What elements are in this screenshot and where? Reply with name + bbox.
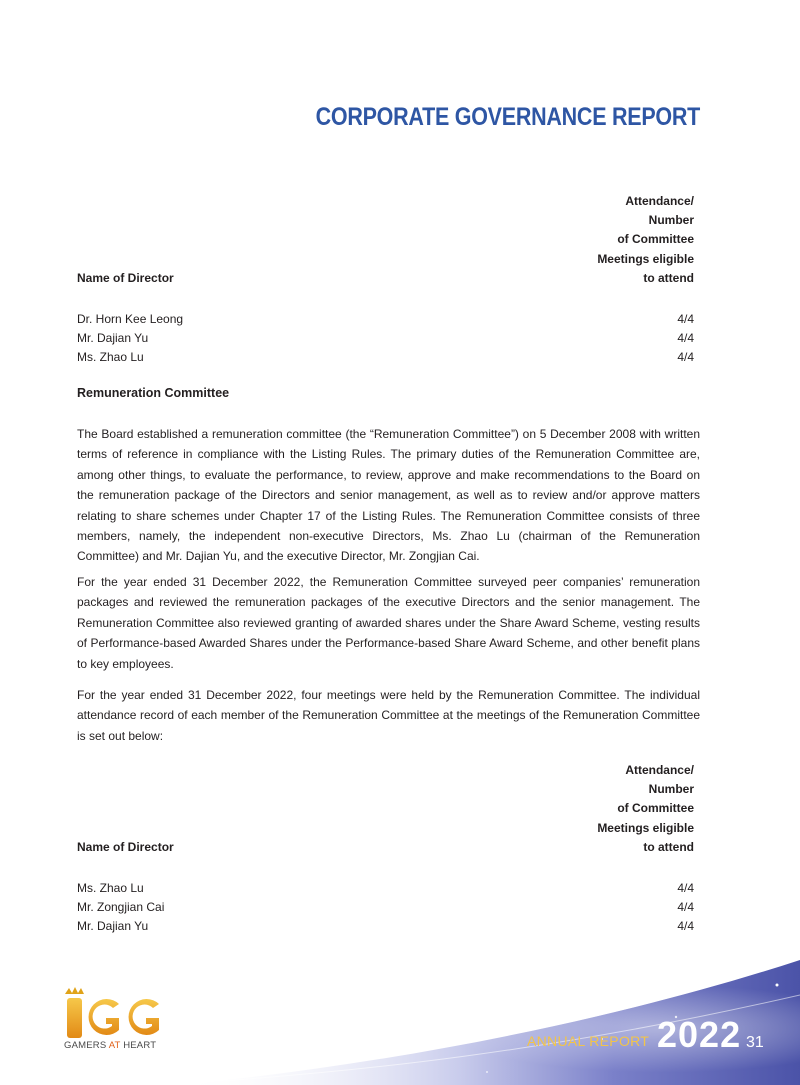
paragraph: For the year ended 31 December 2022, the Remuneration Committee surveyed peer companies’ remuneration packages and reviewed the remuneration packages of the executive Directors and the senior management. The Remuneration Committee also reviewed granting of awarded shares under the Share Award Scheme, vesting results of Performance-based Awarded Shares under the Performance-based Share Award Scheme, and other benefit plans to key employees. <box>77 575 700 671</box>
annual-report-label: ANNUAL REPORT <box>527 1033 650 1049</box>
attendance-value: 4/4 <box>677 331 694 345</box>
director-name: Mr. Dajian Yu <box>77 331 149 345</box>
table-row <box>77 329 694 348</box>
table-row <box>77 310 694 329</box>
attendance-header: Attendance/ Number of Committee Meetings eligible to attend <box>597 193 694 285</box>
director-name: Mr. Dajian Yu <box>77 919 149 933</box>
attendance-value: 4/4 <box>677 312 694 326</box>
director-name: Mr. Zongjian Cai <box>77 900 165 914</box>
table-header <box>77 762 694 857</box>
director-name: Dr. Horn Kee Leong <box>77 312 184 326</box>
attendance-value: 4/4 <box>677 350 694 364</box>
table-row <box>77 898 694 917</box>
paragraph: For the year ended 31 December 2022, four meetings were held by the Remuneration Committee. The individual attendance record of each member of the Remuneration Committee at the meetings of the Remuneration Committee is set out below: <box>77 688 700 743</box>
name-of-director-header: Name of Director <box>77 840 174 854</box>
table-row <box>77 879 694 898</box>
name-of-director-header: Name of Director <box>77 271 174 285</box>
attendance-table-nomination <box>77 193 694 367</box>
page-number: 31 <box>746 1034 764 1051</box>
director-name: Ms. Zhao Lu <box>77 350 144 364</box>
attendance-value: 4/4 <box>677 900 694 914</box>
logo-tagline: GAMERS AT HEART <box>64 1040 157 1051</box>
attendance-header: Attendance/ Number of Committee Meetings eligible to attend <box>597 762 694 854</box>
table-row <box>77 348 694 367</box>
attendance-value: 4/4 <box>677 919 694 933</box>
section-heading-remuneration: Remuneration Committee <box>77 386 230 400</box>
attendance-value: 4/4 <box>677 881 694 895</box>
annual-report-year: 2022 <box>657 1014 742 1055</box>
page-title: CORPORATE GOVERNANCE REPORT <box>315 103 700 131</box>
table-row <box>77 917 694 936</box>
paragraph: The Board established a remuneration committee (the “Remuneration Committee”) on 5 December 2008 with written terms of reference in compliance with the Listing Rules. The primary duties of the Remuneration Committee are, among other things, to evaluate the performance, to review, approve and make recommendations to the Board on the remuneration package of the Directors and senior management, as well as to review and/or approve matters relating to share schemes under Chapter 17 of the Listing Rules. The Remuneration Committee consists of three members, namely, the independent non-executive Directors, Ms. Zhao Lu (chairman of the Remuneration Committee) and Mr. Dajian Yu, and the executive Director, Mr. Zongjian Cai. <box>77 427 700 564</box>
attendance-table-remuneration <box>77 762 694 936</box>
director-name: Ms. Zhao Lu <box>77 881 144 895</box>
table-header <box>77 193 694 288</box>
